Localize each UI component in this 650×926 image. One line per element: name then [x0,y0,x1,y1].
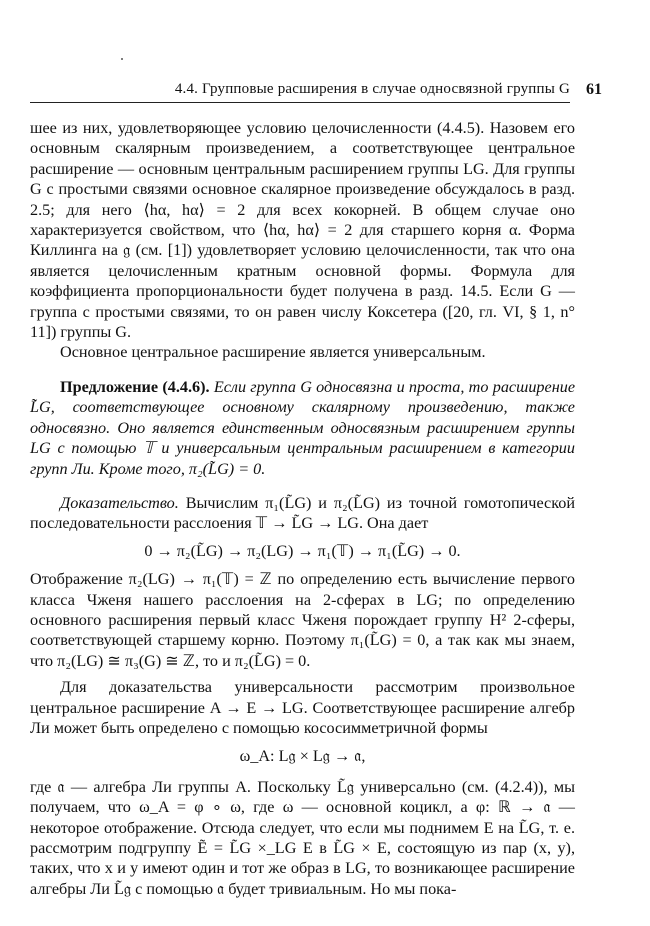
proof-text: Вычислим π₁(L̃G) и π₂(L̃G) из точной гомотопической последовательности расслоения 𝕋 → L̃G → LG. Она дает [30,493,576,533]
paragraph-2: Основное центральное расширение является универсальным. [60,343,486,362]
header-title: 4.4. Групповые расширения в случае односвязной группы G [174,81,570,97]
formula-exact-sequence: 0 → π₂(L̃G) → π₂(LG) → π₁(𝕋) → π₁(L̃G) → 0. [144,541,461,560]
formula-cocycle: ω_A: L𝔤 × L𝔤 → 𝔞, [239,747,366,766]
page-body [30,118,575,899]
page-number: 61 [586,81,602,98]
paragraph-7: где 𝔞 — алгебра Ли группы A. Поскольку L̃𝔤 универсально (см. (4.2.4)), мы получаем, что ω_A = φ ∘ ω, где ω — основной коцикл, а φ: ℝ → 𝔞 — некоторое отображение. Отсюда следует, что если мы поднимем E на L̃G, т. е. рассмотрим подгруппу Ẽ = L̃G ×_LG E в L̃G × E, состоящую из пар (x, y), таких, что x и y имеют один и тот же образ в LG, то возникающее расширение алгебры Ли L̃𝔤 с помощью 𝔞 будет тривиальным. Но мы пока- [30,777,575,898]
paragraph-5: Отображение π₂(LG) → π₁(𝕋) = ℤ по определению есть вычисление первого класса Чженя нашего расслоения на 2-сферах в LG; по определению основного расширения первый класс Чженя порождает группу H² 2-сферы, соответствующей старшему корню. Поэтому π₁(L̃G) = 0, а так как мы знаем, что π₂(LG) ≅ π₃(G) ≅ ℤ, то и π₂(L̃G) = 0. [30,570,575,670]
proof [30,493,575,534]
scan-speck [121,58,123,60]
proposition [30,377,575,479]
proposition-heading: Предложение (4.4.6). [60,377,210,396]
proof-heading: Доказательство. [60,493,179,512]
running-header [30,80,570,103]
proposition-statement: Если группа G односвязна и проста, то расширение L̃G, соответствующее основному скалярному произведению, также односвязно. Оно является единственным односвязным расширением группы LG с помощью 𝕋 и универсальным центральным расширением в категории групп Ли. Кроме того, π₂(L̃G) = 0. [30,377,576,478]
paragraph-1: шее из них, удовлетворяющее условию целочисленности (4.4.5). Назовем его основным скалярным произведением, а соответствующее центральное расширение — основным центральным расширением группы LG. Для группы G с простыми связями основное скалярное произведение обсуждалось в разд. 2.5; для него ⟨hα, hα⟩ = 2 для всех кокорней. В общем случае оно характеризуется свойством, что ⟨hα, hα⟩ = 2 для старшего корня α. Форма Киллинга на 𝔤 (см. [1]) удовлетворяет условию целочисленности, так что она является целочисленным кратным основной формы. Формула для коэффициента пропорциональности будет получена в разд. 14.5. Если G — группа с простыми связями, то он равен числу Коксетера ([20, гл. VI, § 1, n° 11]) группы G. [30,119,575,342]
paragraph-6: Для доказательства универсальности рассмотрим произвольное центральное расширение A → E → LG. Соответствующее расширение алгебр Ли может быть определено с помощью кососимметричной формы [30,678,575,737]
